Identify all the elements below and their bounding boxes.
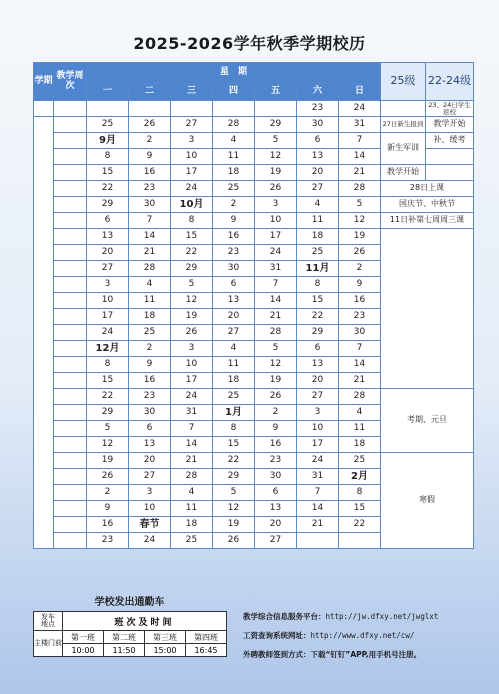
date-cell: 27 [171, 117, 213, 133]
bus-shift-4: 第四班 [186, 631, 227, 644]
date-cell: 7 [339, 133, 381, 149]
date-cell: 30 [339, 325, 381, 341]
date-cell [213, 101, 255, 117]
date-cell: 12月 [87, 341, 129, 357]
date-cell: 25 [129, 325, 171, 341]
date-cell: 30 [297, 117, 339, 133]
date-cell: 2 [87, 485, 129, 501]
weekday-header-3: 三 [171, 84, 213, 101]
date-cell: 27 [213, 325, 255, 341]
week-number: 二十三 [54, 469, 87, 485]
info-line-salary [243, 626, 497, 645]
week-row [34, 197, 474, 213]
week-number: 二十七 [54, 533, 87, 549]
info-portal-label: 教学综合信息服务平台： [243, 612, 326, 621]
date-cell: 20 [297, 373, 339, 389]
date-cell: 5 [87, 421, 129, 437]
date-cell: 10 [297, 421, 339, 437]
date-cell: 16 [129, 373, 171, 389]
date-cell: 23 [255, 453, 297, 469]
date-cell: 28 [171, 469, 213, 485]
date-cell: 27 [297, 389, 339, 405]
weekday-header-7: 日 [339, 84, 381, 101]
date-cell: 6 [87, 213, 129, 229]
date-cell: 5 [255, 133, 297, 149]
date-cell [339, 533, 381, 549]
note-cell [381, 229, 474, 389]
note-cell: 11日补第七周周三课 [381, 213, 474, 229]
date-cell: 22 [213, 453, 255, 469]
date-cell: 23 [87, 533, 129, 549]
date-cell: 3 [171, 341, 213, 357]
date-cell: 27 [129, 469, 171, 485]
note-cell: 寒假 [381, 453, 474, 549]
date-cell: 13 [87, 229, 129, 245]
week-number: 十三 [54, 309, 87, 325]
date-cell: 26 [87, 469, 129, 485]
date-cell: 16 [339, 293, 381, 309]
bus-corner-bottom: 地点 [41, 620, 55, 628]
bus-shift-2: 第二班 [104, 631, 145, 644]
date-cell: 5 [255, 341, 297, 357]
date-cell: 24 [171, 389, 213, 405]
date-cell: 18 [213, 373, 255, 389]
date-cell: 31 [171, 405, 213, 421]
week-row [34, 117, 474, 133]
date-cell: 20 [213, 309, 255, 325]
date-cell [87, 101, 129, 117]
date-cell: 29 [297, 325, 339, 341]
date-cell: 15 [87, 165, 129, 181]
date-cell: 26 [129, 117, 171, 133]
bus-schedule-label: 班次及时间 [63, 612, 227, 631]
date-cell: 21 [339, 373, 381, 389]
date-cell: 26 [339, 245, 381, 261]
date-cell: 9 [129, 357, 171, 373]
semester-column-header: 学期 [34, 63, 54, 101]
week-number: 七 [54, 213, 87, 229]
date-cell: 11 [129, 293, 171, 309]
date-cell: 30 [129, 197, 171, 213]
info-line-portal [243, 607, 497, 626]
date-cell: 27 [255, 533, 297, 549]
week-number: 八 [54, 229, 87, 245]
date-cell: 24 [171, 181, 213, 197]
note-cell: 国庆节、中秋节 [381, 197, 474, 213]
date-cell: 16 [87, 517, 129, 533]
date-cell: 2 [255, 405, 297, 421]
date-cell: 27 [297, 181, 339, 197]
week-number: 九 [54, 245, 87, 261]
date-cell: 26 [255, 181, 297, 197]
date-cell: 31 [297, 469, 339, 485]
date-cell: 12 [255, 149, 297, 165]
date-cell: 春节 [129, 517, 171, 533]
date-cell: 1月 [213, 405, 255, 421]
week-number: 十 [54, 261, 87, 277]
bus-shift-1: 第一班 [63, 631, 104, 644]
date-cell [171, 101, 213, 117]
date-cell: 15 [87, 373, 129, 389]
date-cell: 19 [171, 309, 213, 325]
date-cell: 3 [297, 405, 339, 421]
bus-time-3: 15:00 [145, 644, 186, 657]
date-cell: 17 [171, 165, 213, 181]
date-cell: 9 [213, 213, 255, 229]
date-cell: 25 [213, 181, 255, 197]
bus-corner-cell [34, 612, 63, 631]
date-cell: 22 [171, 245, 213, 261]
week-number: 十八 [54, 389, 87, 405]
date-cell: 19 [255, 165, 297, 181]
note-cell: 教学开始 [381, 165, 426, 181]
week-number: 十九 [54, 405, 87, 421]
date-cell [255, 101, 297, 117]
date-cell: 8 [213, 421, 255, 437]
date-cell: 11 [297, 213, 339, 229]
note-cell: 27日新生报到 [381, 117, 426, 133]
date-cell: 18 [129, 309, 171, 325]
date-cell: 13 [213, 293, 255, 309]
date-cell: 2 [129, 341, 171, 357]
semester-name: 秋 季 学 期 [34, 117, 54, 549]
date-cell: 12 [171, 293, 213, 309]
week-number: 四 [54, 165, 87, 181]
date-cell: 6 [297, 341, 339, 357]
date-cell: 25 [339, 453, 381, 469]
bus-time-2: 11:50 [104, 644, 145, 657]
info-checkin-label: 外聘教师签到方式：下载“钉钉”APP,用手机号注册。 [243, 650, 422, 659]
week-number: 二十四 [54, 485, 87, 501]
date-cell: 10 [171, 357, 213, 373]
date-cell: 7 [339, 341, 381, 357]
date-cell: 13 [297, 149, 339, 165]
date-cell: 10月 [171, 197, 213, 213]
date-cell: 14 [297, 501, 339, 517]
bus-shift-3: 第三班 [145, 631, 186, 644]
date-cell: 28 [339, 181, 381, 197]
date-cell: 21 [171, 453, 213, 469]
date-cell: 24 [297, 453, 339, 469]
date-cell: 28 [213, 117, 255, 133]
date-cell: 24 [255, 245, 297, 261]
date-cell: 8 [87, 357, 129, 373]
date-cell: 3 [171, 133, 213, 149]
date-cell: 9月 [87, 133, 129, 149]
date-cell: 12 [339, 213, 381, 229]
week-number: 十六 [54, 357, 87, 373]
date-cell: 17 [255, 229, 297, 245]
date-cell: 21 [339, 165, 381, 181]
week-number: 二十二 [54, 453, 87, 469]
date-cell: 24 [339, 101, 381, 117]
date-cell: 8 [297, 277, 339, 293]
date-cell: 12 [87, 437, 129, 453]
date-cell: 20 [297, 165, 339, 181]
date-cell: 4 [213, 341, 255, 357]
date-cell: 13 [255, 501, 297, 517]
date-cell [129, 101, 171, 117]
date-cell: 25 [297, 245, 339, 261]
bus-table [33, 611, 227, 657]
date-cell: 14 [339, 357, 381, 373]
weekday-header-5: 五 [255, 84, 297, 101]
date-cell: 4 [213, 133, 255, 149]
date-cell: 2 [129, 133, 171, 149]
week-number: 十二 [54, 293, 87, 309]
date-cell: 21 [297, 517, 339, 533]
week-number [54, 101, 87, 117]
date-cell: 13 [297, 357, 339, 373]
date-cell: 18 [171, 517, 213, 533]
date-cell: 6 [297, 133, 339, 149]
week-number: 十一 [54, 277, 87, 293]
date-cell [297, 533, 339, 549]
weekday-header-4: 四 [213, 84, 255, 101]
weekday-header-2: 二 [129, 84, 171, 101]
date-cell: 16 [129, 165, 171, 181]
date-cell: 24 [129, 533, 171, 549]
week-row [34, 133, 474, 149]
note-cell: 补、缓考 [426, 133, 474, 149]
date-cell: 9 [129, 149, 171, 165]
date-cell: 21 [129, 245, 171, 261]
date-cell: 14 [129, 229, 171, 245]
date-cell: 4 [129, 277, 171, 293]
bus-title: 学校发出通勤车 [94, 597, 165, 608]
note-cell [426, 149, 474, 165]
week-number: 十七 [54, 373, 87, 389]
date-cell: 28 [255, 325, 297, 341]
date-cell: 27 [87, 261, 129, 277]
date-cell: 20 [87, 245, 129, 261]
week-row [34, 165, 474, 181]
week-row [34, 101, 474, 117]
date-cell: 23 [129, 389, 171, 405]
week-number: 五 [54, 181, 87, 197]
date-cell: 29 [87, 405, 129, 421]
date-cell: 15 [213, 437, 255, 453]
date-cell: 22 [87, 181, 129, 197]
date-cell: 5 [171, 277, 213, 293]
bus-corner-top: 发车 [41, 612, 55, 621]
date-cell: 28 [339, 389, 381, 405]
date-cell: 10 [129, 501, 171, 517]
week-number: 二十六 [54, 517, 87, 533]
date-cell: 11 [213, 357, 255, 373]
week-column-header: 教学周次 [54, 63, 87, 101]
date-cell: 18 [297, 229, 339, 245]
date-cell: 7 [255, 277, 297, 293]
date-cell: 30 [255, 469, 297, 485]
semester-blank [34, 101, 54, 117]
date-cell: 13 [129, 437, 171, 453]
commuter-bus-section [33, 595, 226, 657]
date-cell: 4 [171, 485, 213, 501]
date-cell: 9 [339, 277, 381, 293]
date-cell: 14 [339, 149, 381, 165]
date-cell: 30 [213, 261, 255, 277]
date-cell: 21 [255, 309, 297, 325]
date-cell: 8 [339, 485, 381, 501]
note-cell: 28日上课 [381, 181, 474, 197]
date-cell: 3 [129, 485, 171, 501]
note-cell [426, 165, 474, 181]
week-number: 二十一 [54, 437, 87, 453]
week-number: 二 [54, 133, 87, 149]
date-cell: 31 [339, 117, 381, 133]
date-cell: 26 [213, 533, 255, 549]
date-cell: 23 [129, 181, 171, 197]
date-cell: 5 [213, 485, 255, 501]
date-cell: 7 [297, 485, 339, 501]
week-row [34, 389, 474, 405]
grade-22-24-header: 22-24级 [426, 63, 474, 101]
date-cell: 24 [87, 325, 129, 341]
date-cell: 26 [255, 389, 297, 405]
date-cell: 11 [171, 501, 213, 517]
date-cell: 22 [339, 517, 381, 533]
date-cell: 17 [87, 309, 129, 325]
date-cell: 16 [255, 437, 297, 453]
date-cell: 7 [171, 421, 213, 437]
week-number: 三 [54, 149, 87, 165]
date-cell: 10 [87, 293, 129, 309]
week-number: 二十 [54, 421, 87, 437]
date-cell: 14 [255, 293, 297, 309]
date-cell: 26 [171, 325, 213, 341]
date-cell: 12 [213, 501, 255, 517]
date-cell: 31 [255, 261, 297, 277]
note-cell [381, 101, 426, 117]
date-cell: 17 [297, 437, 339, 453]
date-cell: 14 [171, 437, 213, 453]
date-cell: 11 [213, 149, 255, 165]
info-line-checkin [243, 645, 497, 664]
date-cell: 18 [213, 165, 255, 181]
date-cell: 29 [171, 261, 213, 277]
date-cell: 10 [255, 213, 297, 229]
week-number: 十四 [54, 325, 87, 341]
date-cell: 8 [171, 213, 213, 229]
week-number: 一 [54, 117, 87, 133]
note-cell: 23、24日学生返校 [426, 101, 474, 117]
date-cell: 12 [255, 357, 297, 373]
date-cell: 10 [171, 149, 213, 165]
date-cell: 5 [339, 197, 381, 213]
info-section [243, 607, 497, 664]
date-cell: 23 [213, 245, 255, 261]
bus-location: 主楼门前 [34, 631, 63, 657]
date-cell: 19 [339, 229, 381, 245]
date-cell: 15 [339, 501, 381, 517]
date-cell: 2 [339, 261, 381, 277]
date-cell: 25 [87, 117, 129, 133]
week-row [34, 453, 474, 469]
date-cell: 8 [87, 149, 129, 165]
date-cell: 19 [255, 373, 297, 389]
date-cell: 19 [87, 453, 129, 469]
date-cell: 11月 [297, 261, 339, 277]
page-title: 2025-2026学年秋季学期校历 [133, 34, 366, 53]
info-salary-label: 工资查询系统网址： [243, 631, 311, 640]
date-cell: 3 [87, 277, 129, 293]
date-cell: 16 [213, 229, 255, 245]
weekday-header-1: 一 [87, 84, 129, 101]
date-cell: 2月 [339, 469, 381, 485]
grade-25-header: 25级 [381, 63, 426, 101]
date-cell: 22 [297, 309, 339, 325]
date-cell: 25 [213, 389, 255, 405]
date-cell: 9 [87, 501, 129, 517]
date-cell: 7 [129, 213, 171, 229]
date-cell: 9 [255, 421, 297, 437]
date-cell: 22 [87, 389, 129, 405]
date-cell: 3 [255, 197, 297, 213]
note-cell: 新生军训 [381, 133, 426, 165]
date-cell: 23 [297, 101, 339, 117]
weekday-header-6: 六 [297, 84, 339, 101]
date-cell: 25 [171, 533, 213, 549]
date-cell: 20 [129, 453, 171, 469]
weekdays-header: 星 期 [87, 63, 381, 84]
week-row [34, 213, 474, 229]
date-cell: 6 [213, 277, 255, 293]
date-cell: 23 [339, 309, 381, 325]
week-number: 二十五 [54, 501, 87, 517]
date-cell: 20 [255, 517, 297, 533]
date-cell: 15 [297, 293, 339, 309]
info-portal-url[interactable]: http://jw.dfxy.net/jwglxt [325, 612, 439, 621]
week-row [34, 229, 474, 245]
date-cell: 4 [297, 197, 339, 213]
week-number: 十五 [54, 341, 87, 357]
calendar-table [33, 62, 474, 549]
date-cell: 30 [129, 405, 171, 421]
date-cell: 6 [255, 485, 297, 501]
week-row [34, 181, 474, 197]
date-cell: 15 [171, 229, 213, 245]
date-cell: 29 [87, 197, 129, 213]
date-cell: 17 [171, 373, 213, 389]
date-cell: 28 [129, 261, 171, 277]
info-salary-url[interactable]: http://www.dfxy.net/cw/ [310, 631, 415, 640]
note-cell: 考期、元旦 [381, 389, 474, 453]
bus-time-1: 10:00 [63, 644, 104, 657]
date-cell: 2 [213, 197, 255, 213]
date-cell: 29 [255, 117, 297, 133]
bus-time-4: 16:45 [186, 644, 227, 657]
date-cell: 11 [339, 421, 381, 437]
date-cell: 6 [129, 421, 171, 437]
date-cell: 29 [213, 469, 255, 485]
date-cell: 18 [339, 437, 381, 453]
date-cell: 19 [213, 517, 255, 533]
note-cell: 教学开始 [426, 117, 474, 133]
date-cell: 4 [339, 405, 381, 421]
week-number: 六 [54, 197, 87, 213]
